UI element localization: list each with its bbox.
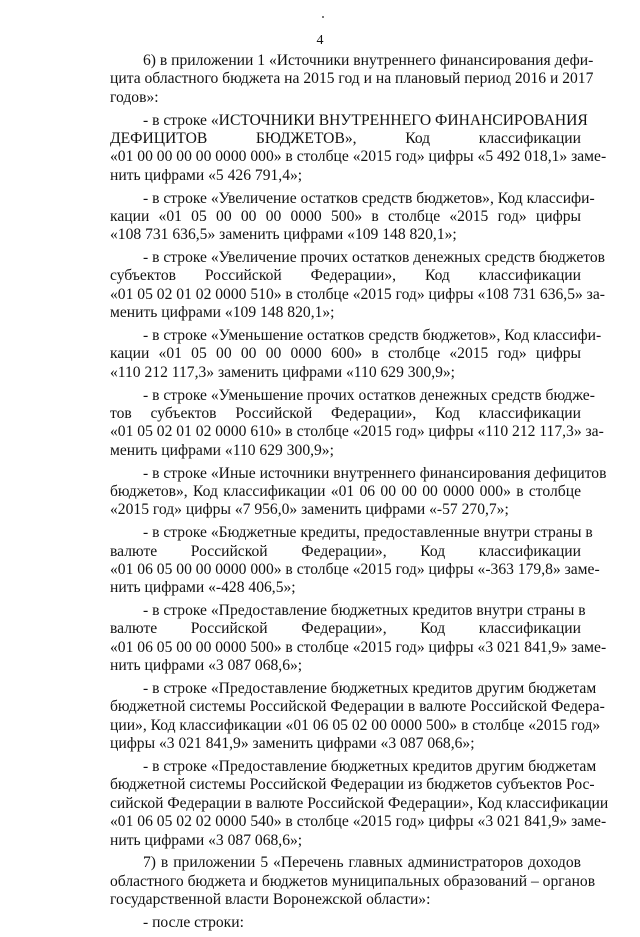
- text-line: государственной власти Воронежской области»:: [110, 891, 431, 909]
- text-line: бюджетов», Код классификации «01 06 00 00 00 0000 000» в столбце: [110, 482, 581, 500]
- text-line: цифры «3 021 841,9» заменить цифрами «3 087 068,6»;: [110, 735, 475, 753]
- paragraph: [110, 680, 605, 754]
- text-line: областного бюджета и бюджетов муниципальных образований – органов: [110, 872, 596, 890]
- paragraph: [110, 111, 607, 186]
- text-line: «01 06 05 00 00 0000 500» в столбце «2015 год» цифры «3 021 841,9» заме-: [110, 638, 607, 656]
- paragraph: [110, 52, 594, 107]
- text-line: тов субъектов Российской Федерации», Код классификации: [110, 404, 581, 422]
- paragraph: [110, 189, 595, 245]
- text-line: - в строке «Уменьшение прочих остатков денежных средств бюдже-: [143, 386, 595, 404]
- text-line: сийской Федерации в валюте Российской Федерации», Код классификации: [110, 794, 609, 812]
- paragraph: [110, 524, 600, 598]
- text-line: - в строке «Увеличение прочих остатков денежных средств бюджетов: [143, 249, 606, 267]
- scan-speck: [322, 16, 324, 18]
- text-line: - в строке «Предоставление бюджетных кредитов другим бюджетам: [143, 757, 597, 775]
- text-line: нить цифрами «3 087 068,6»;: [110, 657, 303, 675]
- paragraph: [110, 854, 596, 909]
- text-line: ции», Код классификации «01 06 05 02 00 0000 500» в столбце «2015 год»: [110, 716, 601, 734]
- paragraph: [110, 464, 607, 520]
- text-line: 7) в приложении 5 «Перечень главных администраторов доходов: [143, 854, 581, 872]
- paragraph: [110, 327, 602, 382]
- text-line: валюте Российской Федерации», Код классификации: [110, 542, 581, 560]
- text-line: «01 00 00 00 00 0000 000» в столбце «2015 год» цифры «5 492 018,1» заме-: [110, 148, 607, 166]
- paragraph: [110, 386, 604, 461]
- text-line: - после строки:: [143, 913, 244, 931]
- text-line: - в строке «Увеличение остатков средств бюджетов», Код классифи-: [143, 189, 595, 207]
- text-line: «108 731 636,5» заменить цифрами «109 148 820,1»;: [110, 226, 457, 244]
- text-line: бюджетной системы Российской Федерации в валюте Российской Федера-: [110, 698, 605, 716]
- text-line: цита областного бюджета на 2015 год и на плановый период 2016 и 2017: [110, 70, 594, 88]
- text-line: годов»:: [110, 88, 159, 106]
- paragraph: [110, 249, 606, 323]
- text-line: «2015 год» цифры «7 956,0» заменить цифрами «-57 270,7»;: [110, 501, 509, 519]
- paragraph: [110, 914, 581, 932]
- paragraph: [110, 602, 607, 676]
- text-line: «01 05 02 01 02 0000 610» в столбце «2015 год» цифры «110 212 117,3» за-: [110, 423, 604, 441]
- text-line: менить цифрами «109 148 820,1»;: [110, 304, 335, 322]
- text-line: кации «01 05 00 00 00 0000 600» в столбце «2015 год» цифры: [110, 345, 581, 363]
- text-line: нить цифрами «3 087 068,6»;: [110, 831, 303, 849]
- document-body: [110, 52, 609, 937]
- text-line: менить цифрами «110 629 300,9»;: [110, 441, 334, 459]
- text-line: валюте Российской Федерации», Код классификации: [110, 620, 581, 638]
- paragraph: [110, 757, 609, 850]
- text-line: - в строке «Бюджетные кредиты, предоставленные внутри страны в: [143, 524, 593, 542]
- text-line: «01 06 05 02 02 0000 540» в столбце «2015 год» цифры «3 021 841,9» заме-: [110, 813, 607, 831]
- text-line: «110 212 117,3» заменить цифрами «110 629 300,9»;: [110, 363, 456, 381]
- text-line: «01 06 05 00 00 0000 000» в столбце «2015 год» цифры «-363 179,8» заме-: [110, 560, 600, 578]
- text-line: - в строке «Уменьшение остатков средств бюджетов», Код классифи-: [143, 327, 602, 345]
- text-line: нить цифрами «5 426 791,4»;: [110, 166, 303, 184]
- text-line: - в строке «ИСТОЧНИКИ ВНУТРЕННЕГО ФИНАНСИРОВАНИЯ: [143, 111, 588, 129]
- text-line: нить цифрами «-428 406,5»;: [110, 579, 296, 597]
- text-line: - в строке «Иные источники внутреннего финансирования дефицитов: [143, 464, 607, 482]
- text-line: 6) в приложении 1 «Источники внутреннего финансирования дефи-: [143, 52, 594, 69]
- text-line: «01 05 02 01 02 0000 510» в столбце «2015 год» цифры «108 731 636,5» за-: [110, 285, 605, 303]
- page-number: 4: [316, 33, 324, 48]
- text-line: субъектов Российской Федерации», Код классификации: [110, 267, 581, 285]
- text-line: - в строке «Предоставление бюджетных кредитов другим бюджетам: [143, 680, 597, 698]
- text-line: бюджетной системы Российской Федерации из бюджетов субъектов Рос-: [110, 776, 595, 794]
- text-line: ДЕФИЦИТОВ БЮДЖЕТОВ», Код классификации: [110, 129, 581, 147]
- text-line: кации «01 05 00 00 00 0000 500» в столбце «2015 год» цифры: [110, 207, 581, 225]
- text-line: - в строке «Предоставление бюджетных кредитов внутри страны в: [143, 602, 586, 620]
